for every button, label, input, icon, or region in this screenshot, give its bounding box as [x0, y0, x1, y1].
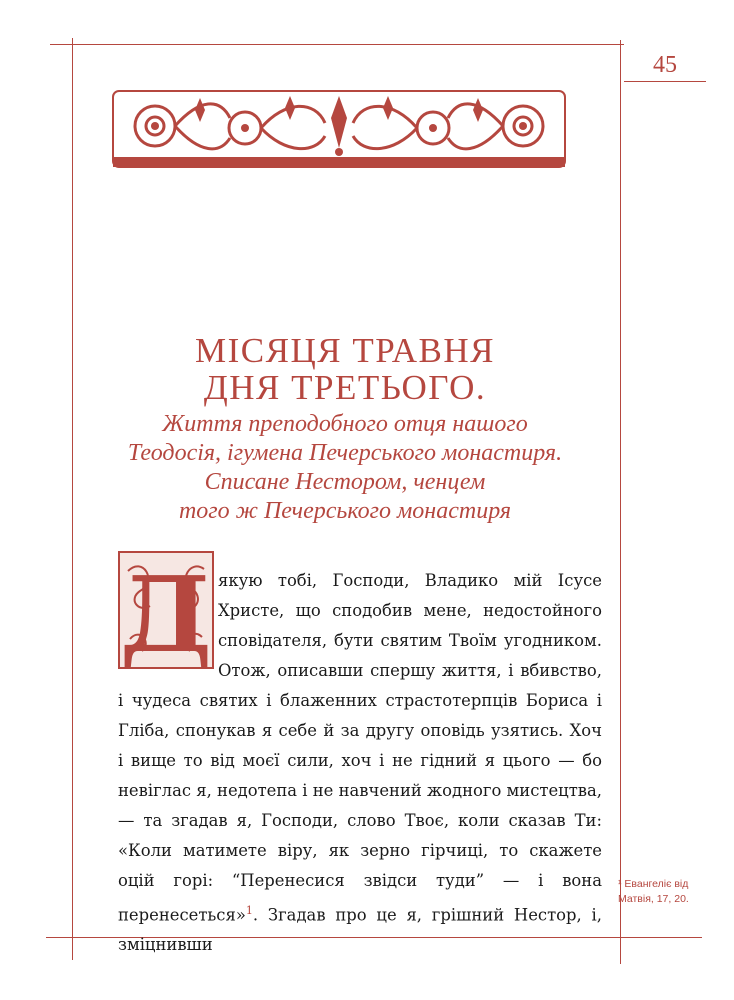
body-paragraph — [118, 566, 602, 960]
dropcap-letter: Д — [119, 553, 213, 669]
left-rule — [72, 38, 73, 960]
dropcap-spacer — [118, 566, 218, 682]
title-main-line-2: ДНЯ ТРЕТЬОГО. — [203, 368, 487, 407]
body-text: якую тобі, Господи, Владико мій Ісусе Христе, що сподобив мене, недостойного сповідателя, бути святим Твоїм угодником. Отож, описавши спершу життя, і вбивство, і чудеса святих і блаженних страстотерпців Бориса і Гліба, спонукав я себе й за другу оповідь узятись. Хоч і вище то від моєї сили, хоч і не гідний я цього — бо невіглас я, недотепа і не навчений жодного мистецтва, — та згадав я, Господи, слово Твоє, коли сказав Ти: «Коли матимете віру, як зерно гірчиці, то скажете оцій горі: “Перенесися звідси туди” — і вона перенесеться» — [118, 571, 602, 925]
subtitle-line-1: Життя преподобного отця нашого — [162, 411, 528, 437]
body-text-continued: . Згадав про це я, грішний Нестор, і, зміцнивши — [118, 905, 602, 955]
top-rule — [50, 44, 624, 45]
floral-ornament-icon — [110, 88, 568, 170]
page-number: 45 — [653, 52, 677, 78]
subtitle-line-2: Теодосія, ігумена Печерського монастиря. — [127, 440, 563, 466]
subtitle-line-3: Списане Нестором, ченцем — [204, 469, 486, 495]
right-rule — [620, 40, 621, 964]
chapter-title — [90, 332, 600, 526]
subtitle-line-4: того ж Печерського монастиря — [178, 498, 512, 524]
top-rule-right — [624, 81, 706, 82]
footnote: ¹ Евангеліє від Матвія, 17, 20. — [618, 878, 689, 905]
footnote-reference[interactable]: 1 — [245, 904, 253, 917]
title-main-line-1: МІСЯЦЯ ТРАВНЯ — [195, 331, 495, 370]
